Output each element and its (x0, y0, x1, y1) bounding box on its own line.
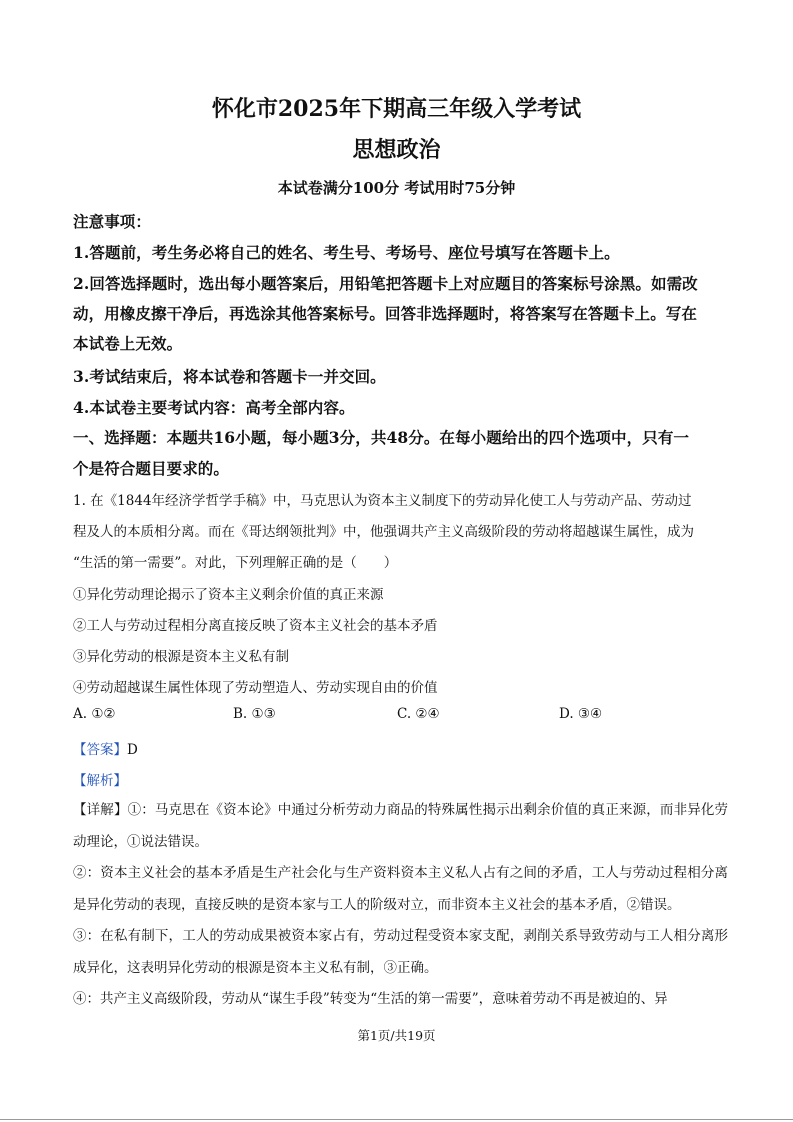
detail-paragraph: ③：在私有制下，工人的劳动成果被资本家占有，劳动过程受资本家支配，剥削关系导致劳动与工人相分离形成异化，这表明异化劳动的根源是资本主义私有制，③正确。 (73, 928, 728, 976)
question-stem: “生活的第一需要”。对此，下列理解正确的是（ ） (73, 555, 398, 571)
section-heading: 一、选择题：本题共16小题，每小题3分，共48分。在每小题给出的四个选项中，只有一 (73, 428, 690, 447)
option-c: C. ②④ (397, 706, 440, 722)
page-footer: 第1页/共19页 (357, 1028, 436, 1043)
question-stem: 1. 在《1844年经济学哲学手稿》中，马克思认为资本主义制度下的劳动异化使工人与劳动产品、劳动过 (73, 493, 692, 509)
subject-title: 思想政治 (352, 137, 441, 163)
bottom-divider (0, 1119, 793, 1120)
notice-line: 1.答题前，考生务必将自己的姓名、考生号、考场号、座位号填写在答题卡上。 (73, 243, 620, 262)
notice-heading: 注意事项： (73, 212, 152, 231)
exam-title: 怀化市2025年下期高三年级入学考试 (211, 96, 582, 122)
analysis-label: 【解析】 (73, 773, 127, 789)
notice-line: 4.本试卷主要考试内容：高考全部内容。 (73, 398, 355, 417)
detail-paragraph (73, 795, 728, 858)
exam-info: 本试卷满分100分 考试用时75分钟 (277, 179, 516, 197)
notice-line: 2.回答选择题时，选出每小题答案后，用铅笔把答题卡上对应题目的答案标号涂黑。如需改 (73, 274, 698, 293)
statement-item: ①异化劳动理论揭示了资本主义剩余价值的真正来源 (73, 587, 384, 603)
notice-line: 3.考试结束后，将本试卷和答题卡一并交回。 (73, 367, 386, 386)
answer-value: D (127, 742, 138, 758)
question-stem: 程及人的本质相分离。而在《哥达纲领批判》中，他强调共产主义高级阶段的劳动将超越谋生属性，成为 (73, 524, 694, 540)
statement-item: ②工人与劳动过程相分离直接反映了资本主义社会的基本矛盾 (73, 618, 438, 634)
detail-paragraph: ④：共产主义高级阶段，劳动从“谋生手段”转变为“生活的第一需要”，意味着劳动不再是被迫的、异 (73, 991, 668, 1007)
detail-paragraph: ②：资本主义社会的基本矛盾是生产社会化与生产资料资本主义私人占有之间的矛盾，工人与劳动过程相分离是异化劳动的表现，直接反映的是资本家与工人的阶级对立，而非资本主义社会的基本矛盾，②错误。 (73, 865, 728, 913)
statement-item: ③异化劳动的根源是资本主义私有制 (73, 649, 289, 665)
detail-label: 【详解】 (73, 802, 128, 818)
option-a: A. ①② (73, 706, 116, 722)
detail-text: ①：马克思在《资本论》中通过分析劳动力商品的特殊属性揭示出剩余价值的真正来源，而非异化劳动理论，①说法错误。 (73, 802, 729, 850)
option-d: D. ③④ (559, 706, 603, 722)
notice-line: 动，用橡皮擦干净后，再选涂其他答案标号。回答非选择题时，将答案写在答题卡上。写在 (73, 304, 698, 323)
statement-item: ④劳动超越谋生属性体现了劳动塑造人、劳动实现自由的价值 (73, 680, 438, 696)
notice-line: 本试卷上无效。 (73, 334, 183, 353)
section-heading: 个是符合题目要求的。 (73, 459, 230, 478)
answer-label: 【答案】 (73, 742, 127, 758)
answer-line (73, 738, 138, 758)
option-b: B. ①③ (233, 706, 276, 722)
